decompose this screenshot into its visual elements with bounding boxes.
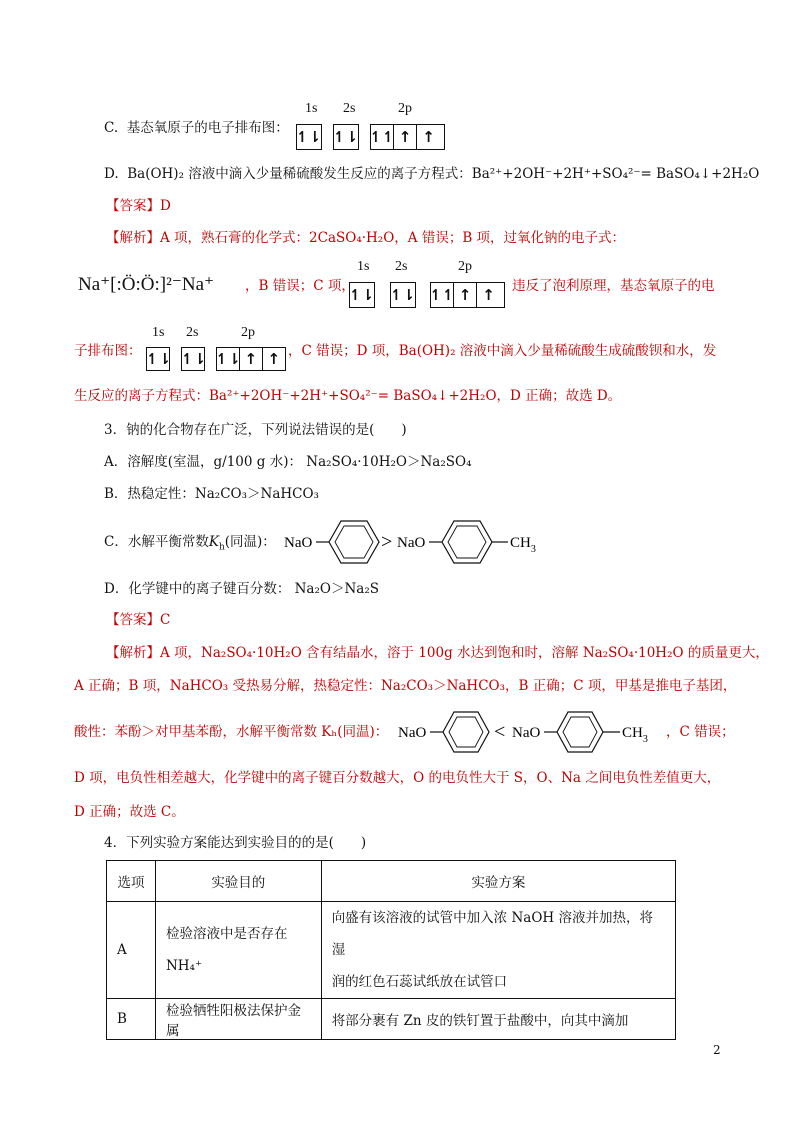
orbital-box-2p-exp1b: ↿⇂ ↑ ↑ (216, 347, 286, 371)
orbital-box-2s-exp1b: ↿⇂ (181, 347, 205, 371)
explanation-1-line3: ，C 错误；D 项，Ba(OH)₂ 溶液中滴入少量稀硫酸生成硫酸钡和水，发 (288, 343, 717, 359)
explanation-1-line3-prefix: 子排布图： (74, 343, 142, 359)
naO-left: NaO (284, 535, 313, 551)
experiment-table (106, 860, 676, 1040)
explanation-1-pauli: 违反了泡利原理，基态氧原子的电 (512, 278, 715, 294)
orbital-box-2s: ↿⇂ (333, 124, 359, 150)
table-header-row (107, 861, 676, 902)
naO-right-exp: NaO (512, 725, 541, 741)
comparison-less: < (494, 721, 506, 743)
explanation-2-line3-suffix: ，C 错误； (666, 724, 735, 740)
explanation-2-line4: D 项，电负性相差越大，化学键中的离子键百分数越大，O 的电负性大于 S，O、Na 之间电负性差值更大， (74, 770, 721, 786)
question-4-stem: 4．下列实验方案能达到实验目的的是( ) (104, 835, 367, 851)
orbital-label-2p: 2p (398, 101, 412, 116)
benzene-ring-2 (442, 521, 492, 563)
orbital-label-1s-exp1b: 1s (152, 325, 165, 340)
table-row (107, 902, 676, 999)
benzene-ring-exp-2 (557, 712, 603, 752)
methyl-group-exp: $CH_3$ (622, 725, 648, 745)
sodium-peroxide-formula: Na⁺[:Ö:Ö:]²⁻Na⁺ (78, 274, 215, 295)
question-3-option-a: A．溶解度(室温，g/100 g 水)： Na₂SO₄·10H₂O＞Na₂SO₄ (104, 454, 472, 470)
orbital-label-1s: 1s (305, 101, 318, 116)
row-a-goal: 检验溶液中是否存在 NH₄⁺ (155, 902, 321, 999)
table-row (107, 999, 676, 1040)
naO-left-exp: NaO (398, 725, 427, 741)
orbital-box-2s-exp1: ↿⇂ (390, 282, 416, 308)
orbital-box-1s: ↿⇂ (296, 124, 322, 150)
row-a-plan: 向盛有该溶液的试管中加入浓 NaOH 溶液并加热，将湿 润的红色石蕊试纸放在试管口 (321, 902, 675, 999)
explanation-2-line5: D 正确；故选 C。 (74, 804, 185, 820)
option-d-text: D. Ba(OH)₂ 溶液中滴入少量稀硫酸发生反应的离子方程式：Ba²⁺+2OH⁻+2H⁺+SO₄²⁻= BaSO₄↓+2H₂O (104, 166, 760, 182)
orbital-box-1s-exp1: ↿⇂ (349, 282, 375, 308)
row-b-plan: 将部分裹有 Zn 皮的铁钉置于盐酸中，向其中滴加 (321, 999, 675, 1040)
orbital-label-2p-exp1b: 2p (241, 325, 255, 340)
explanation-1-line1: 【解析】A 项，熟石膏的化学式：2CaSO₄·H₂O，A 错误；B 项，过氧化钠的电子式： (106, 230, 626, 246)
question-3-c-structures (280, 512, 570, 570)
explanation-2-line3-prefix: 酸性：苯酚＞对甲基苯酚，水解平衡常数 Kₕ(同温)： (74, 724, 389, 740)
orbital-label-1s-exp1: 1s (357, 259, 370, 274)
benzene-ring-exp-1 (443, 712, 489, 752)
orbital-label-2s: 2s (343, 101, 356, 116)
page-number: 2 (713, 1043, 721, 1057)
orbital-label-2s-exp1b: 2s (186, 325, 199, 340)
question-3-stem: 3．钠的化合物存在广泛，下列说法错误的是( ) (104, 422, 407, 438)
methyl-group: $CH_3$ (510, 535, 536, 555)
answer-label-1: 【答案】D (106, 198, 171, 214)
question-3-option-c: C．水解平衡常数$K_h$(同温)： (104, 534, 276, 553)
row-a-option: A (107, 902, 156, 999)
comparison-greater: > (381, 531, 393, 553)
naO-right: NaO (397, 535, 426, 551)
explanation-2-line2: A 正确；B 项，NaHCO₃ 受热易分解，热稳定性：Na₂CO₃＞NaHCO₃，B 正确；C 项，甲基是推电子基团， (74, 678, 737, 694)
orbital-box-2p-exp1: ↿↿ ↑ ↑ (430, 282, 505, 308)
answer-label-2: 【答案】C (106, 612, 171, 628)
orbital-label-2p-exp1: 2p (458, 259, 472, 274)
explanation-2-structures (396, 704, 691, 760)
orbital-box-2p: ↿↿ ↑ ↑ (370, 124, 445, 150)
option-c-text: C. 基态氧原子的电子排布图： (104, 120, 289, 136)
question-3-option-b: B．热稳定性：Na₂CO₃＞NaHCO₃ (104, 486, 319, 502)
orbital-label-2s-exp1: 2s (395, 259, 408, 274)
row-b-option: B (107, 999, 156, 1040)
orbital-box-1s-exp1b: ↿⇂ (146, 347, 170, 371)
question-3-option-d: D．化学键中的离子键百分数： Na₂O＞Na₂S (104, 581, 379, 597)
explanation-2-line1: 【解析】A 项，Na₂SO₄·10H₂O 含有结晶水，溶于 100g 水达到饱和时，溶解 Na₂SO₄·10H₂O 的质量更大， (106, 645, 769, 661)
explanation-1-b-wrong: ，B 错误；C 项， (245, 278, 355, 294)
explanation-1-line4: 生反应的离子方程式：Ba²⁺+2OH⁻+2H⁺+SO₄²⁻= BaSO₄↓+2H₂O，D 正确；故选 D。 (74, 388, 622, 404)
header-option: 选项 (107, 861, 156, 902)
header-plan: 实验方案 (321, 861, 675, 902)
header-goal: 实验目的 (155, 861, 321, 902)
row-b-goal: 检验牺牲阳极法保护金属 (155, 999, 321, 1040)
benzene-ring-1 (329, 521, 379, 563)
